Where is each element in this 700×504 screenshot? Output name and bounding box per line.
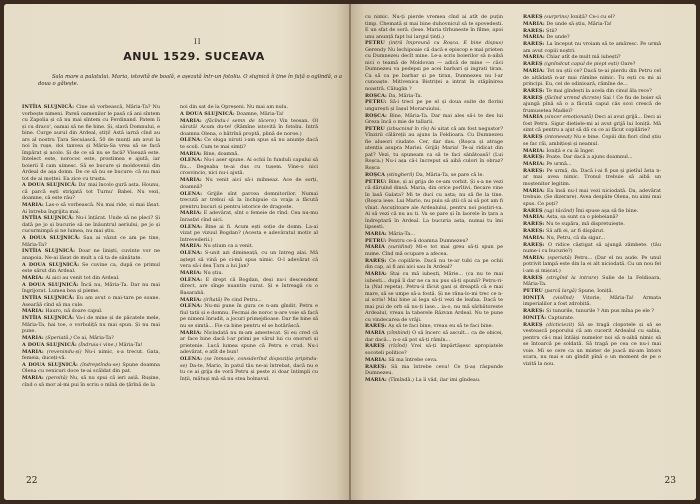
line-text: Petru... (Dar el nu aude. Pe unul potrivit lampă este din la ei alt niciodată. Cu un nou fel i-am și mișcat.) [523, 254, 661, 274]
left-column-1 [22, 104, 160, 389]
speaker-name: MARIA: [523, 34, 545, 41]
line-text: Bine, doamnă. [203, 150, 239, 157]
line-text: Bine, Măria-Ta. Dar mai ales să-i te des lui Greza încă o mie de tallarii. [365, 112, 503, 126]
dialogue-line [365, 172, 503, 179]
dialogue-line [523, 235, 661, 242]
speaker-name: MARIA [365, 330, 385, 337]
dialogue-line [523, 228, 661, 235]
speaker-name: RAREȘ: [523, 227, 545, 234]
speaker-name: MARIA [365, 244, 385, 251]
speaker-name: OLENA: [180, 356, 203, 363]
line-text: Eu am avut o mai-tare pe soane. Asearăă cînd să ma cule. [22, 295, 161, 308]
line-text: Nu, să nu spui că ieri asiă. Rușine, cînd o să mor al-mi pui în scriu o mînă de țărînă de la [22, 375, 160, 388]
dialogue-line [523, 54, 661, 61]
dialogue-line [22, 202, 160, 215]
dialogue-line [523, 114, 661, 134]
dialogue-line [22, 182, 160, 202]
line-text: Tot nu știi ce? Dacă te-ai pierdu din Petru cel de altădată n-ar mai rămîne nimic. Tu ești cu mi ai principi. Eu, cel de odinioară, rămîne de... [523, 68, 661, 88]
dialogue-line [180, 243, 318, 250]
line-text: Cine să vorbească, Măria-Ta? Nu vorbește nimeni. Pareă oamenilor le pasă că ani sîntem cu Zapolia și că nu mai sîntem cu Ferdinand. Patem îi și cu draco', oamai să ne fie bine. Și, slavă Domnului, e bine. Curge aurul din Ardeal, știți! Astă iarnă cînd au ars al nostru Țara Secuiască, 50 de munți am avut la noi în rușe, doi tanvea și Măria-Sa vrea să se facă împărat și acolo. Și de ce să nu se facă? Visează este. Intelect este, norococ este, prostimea e ajută, iar boierii îl cam uimesc. Să se bucure și moldovenii din Ardeal de așa domn. De ce să nu se bucure: că nu mai tot de ai moțtei. Ea zice cu trusta. [22, 104, 160, 182]
speaker-name: MARIA: [22, 375, 44, 382]
line-text: Oare? [620, 61, 636, 68]
speaker-name: A DOUA SLUJNICĂ: [22, 341, 77, 348]
speaker-name: MARIA: [22, 275, 44, 282]
dialogue-line [180, 111, 318, 118]
line-text: Da-te, Mario, în patul tău ne-ai întrebat, dacă nu e tu ce ai grija de voră Petru și peste zi doar întimpli cu înții, mătuși mă să nu stea bolnavul. [180, 362, 318, 382]
line-text: Vrei să-ți împărtășesc apropiatele socoteli politice? [365, 343, 503, 356]
dialogue-line [523, 214, 661, 221]
speaker-name: MARIA: [22, 202, 44, 209]
speaker-name: RAREȘ [523, 94, 543, 101]
dialogue-line [22, 262, 160, 275]
dialogue-line [22, 282, 160, 295]
line-text: Grijile sînt parcea domnitorilor. Numai trecută ar trebui să la închipuie ca vraja a făcută prentru bucuri și pentru istorice de dragoste. [180, 190, 318, 210]
speaker-name: PETRU: [365, 178, 387, 185]
line-text: Sai ! Ce fiu de boier să ajungă pînă să o a făcută capul căs scoi crescă de frumusetea Madiei? [523, 94, 661, 114]
speaker-name: RAREȘ: [523, 41, 545, 48]
speaker-name: MARIA: [22, 335, 44, 342]
line-text: Las-o să vorbească. Nu mai ride, oi mai lăsat. Ai întreba îngrijita mai. [22, 202, 160, 215]
line-text: Asta, sa sunt ca o plebeiană? [546, 214, 619, 221]
dialogue-line [180, 210, 318, 223]
dialogue-line [523, 322, 661, 368]
dialogue-line [180, 118, 318, 138]
dialogue-line [180, 157, 318, 177]
speaker-name: RAREȘ: [523, 167, 545, 174]
speaker-name: INTÎIA SLUJNICĂ: [22, 104, 75, 110]
dialogue-line [365, 40, 503, 92]
page-number-left: 22 [26, 476, 38, 486]
dialogue-line [523, 308, 661, 315]
line-text: Doamne, Măria-Ta! [236, 110, 284, 117]
speaker-name: ROȘCA [365, 171, 386, 178]
stage-note: (revenindu-și) [46, 348, 82, 355]
stage-note: (peroită) [45, 375, 68, 382]
line-text: Știi? [546, 27, 558, 34]
line-text: Da, Măria-Ta. [388, 92, 423, 99]
dialogue-line [365, 271, 503, 323]
speaker-name: OLENA: [180, 303, 203, 310]
speaker-name: MARIA: [365, 356, 387, 363]
line-text: De unde să știu, Măria-Ta! [546, 20, 612, 27]
speaker-name: RAREȘ [523, 134, 543, 141]
dialogue-line [523, 68, 661, 88]
line-text: Capturate. [547, 314, 575, 321]
dialogue-line [180, 277, 318, 297]
line-text: (Tîmîndă.) La îi văd, ilar imi gîndeau. [388, 376, 481, 383]
left-column-2 [180, 104, 318, 382]
stage-note: (rîzînd) [388, 343, 407, 350]
dialogue-line [523, 14, 661, 21]
speaker-name: MARIA: [523, 161, 545, 168]
line-text: noi din sat de la Opreșeni. Nu mai am nulu. [180, 104, 289, 110]
speaker-name: A DOUA SLUJNICĂ: [22, 182, 77, 189]
stage-note: (ugi tâcând) [544, 207, 575, 214]
line-text: La început nu vroiam să te amăresc. Pe urmă am avut copiii noștri. [523, 41, 661, 54]
line-text: Nu-i înțărat. Unde să ne pleci? Și dată pe jo și bucurie să ne înăuntrul aeriului, pe jo și cucurmimpă și ne lumea, nu mai știu. [22, 215, 160, 235]
speaker-name: PETRU [523, 287, 543, 294]
line-text: Chiar atît de mult mă iubești? [546, 54, 621, 61]
dialogue-line [523, 242, 661, 255]
line-text: Bine ai fi. Acum ești soție de domn. La-ai vizat pe vizuul Bogdan? (Acesta e adevăratul motiv al întrevederii.) [180, 223, 318, 243]
line-text: Și tunurile, tunurile ? Am pus mîna pe ele ? [546, 308, 655, 315]
line-text: cu nimic. Nu-ți pierde vremea cînd ai atît de puțin timp. Chemată și mai bine duhovnicul să te spovedesti. E un sfat de soră. (Iese. Maria tîrbuneste în filme, apoi unu anunță fapt lui largul ținți.) [365, 14, 503, 40]
stage-note: (Îndruia-i vine.) [78, 341, 118, 348]
dialogue-line [22, 342, 160, 349]
stage-note: (sincer emoționată) [544, 114, 594, 121]
dialogue-line [22, 349, 160, 362]
speaker-name: OLENA: [180, 223, 203, 230]
speaker-name: RAREȘ [365, 343, 385, 350]
line-text: Pe urmă... [546, 161, 572, 168]
dialogue-line [365, 99, 503, 112]
dialogue-line [523, 275, 661, 288]
dialogue-line [180, 330, 318, 356]
line-text: Să afli ei, ar fi dispărut. [546, 227, 605, 234]
line-text: Te mai gîndești la acela din cinul ăla rece? [546, 87, 652, 94]
speaker-name: A DOUA SLUJNICĂ: [22, 261, 80, 268]
line-text: Stai cu mă iubești, Mărie... (ca nu te mai iubesti... după îi dar ne ca nu pus să-ți spună? Petru-ri-la (Nal repeta). Petru-ii făcut gasi și dreaptă că e mai mare, să se umpe să-a fostă. Și ne răna-lo-mi trec ce n-ai scris! Mai bine ai lega să-ți vezi de leafaa. Dacă te mai pui de orb să nu-ți lase... ia-o, nu mă sărbătoreste Ardealul, vreau la taberele Răzvan Ardeal. Nu te pune cu vindecarea de vrăji. [365, 271, 504, 323]
line-text: Se cuvine ca, după ce primul este sărut din Ardeal. [22, 261, 160, 275]
speaker-name: RAREȘ [523, 321, 543, 328]
line-text: Ioniță? Ce-i cu el? [570, 14, 615, 20]
speaker-name: OLENA: [180, 190, 203, 197]
speaker-name: RAREȘ: [523, 221, 545, 228]
speaker-name: MARIA: [365, 376, 387, 383]
speaker-name: MARIA: [180, 210, 202, 217]
dialogue-line [22, 308, 160, 315]
line-text: Să-i treci pe pe el și doua suite de florini ungurești și Iașul Moraruiului. [365, 99, 503, 112]
dialogue-line [523, 315, 661, 322]
line-text: Gerendy Nu lechipoaie că dacă e episcop e mai prieten cu Dumnezeu decît mine. Le-a scris boierilor să n-aibă nici o teamă de Moldovan — adică de mine — căci Dumnezeu va pedepsi pe acei barbari și ingrati tiran. Ca să ca pe barbar și pe tiran, Dumnezeu nu l-ar cunoaște. Mitivenica Bistriței a intrat în stăpînirea noastră. Călugăn ? [365, 46, 503, 92]
line-text: Vin teosan. Ol sărută! Acum du-te! (Rămîne istovită în fotoliu. Intră doamna Olena, o bătrînă proptă, plină de noroe.) [180, 117, 319, 137]
speaker-name: RAREȘ [523, 14, 543, 20]
dialogue-line [22, 275, 160, 282]
dialogue-line [180, 303, 318, 329]
stage-note: (zîmbind) [386, 330, 411, 337]
speaker-name: MARIA: [523, 254, 545, 261]
right-column-2 [523, 14, 661, 466]
speaker-name: MARIA: [22, 348, 44, 355]
line-text: Ioniță e cu ăi înger. [546, 147, 595, 154]
speaker-name: INTÎIA SLUJNICĂ: [22, 215, 74, 222]
dialogue-line [523, 168, 661, 188]
speaker-name: MARIA [523, 114, 543, 121]
speaker-name: MARIA: [523, 54, 545, 61]
stage-note: (făcîndu-i semn de tăcere) [205, 117, 276, 124]
dialogue-line [523, 41, 661, 54]
dialogue-line [180, 356, 318, 382]
stage-note: (intoneeat) [544, 134, 572, 141]
speaker-name: MARIA: [523, 68, 545, 75]
dialogue-line [523, 295, 661, 308]
dialogue-line [365, 258, 503, 271]
speaker-name: RAREȘ [523, 274, 543, 281]
speaker-name: A DOUA SLUJNICĂ: [180, 110, 235, 117]
speaker-name: PETRU: [365, 237, 387, 244]
line-text: Sulie de la Feldioara, Măria-Ta. [523, 274, 662, 288]
dialogue-line [365, 343, 503, 356]
speaker-name: ROȘCA: [365, 92, 387, 99]
stage-note: (intră împreună cu Roșca. E bine dispus) [388, 40, 503, 47]
line-text: Ce sluga niruti i-am spus să nu anunțe dacă te scoli. Cum te mai simți? [180, 137, 318, 150]
line-text: O să încerc să ascult... ca de obicei, dar dacă... n-o să pot să-ți rămîn... [365, 330, 503, 343]
dialogue-line [523, 255, 661, 275]
line-text: Nu te supăra, mă dispretuiește. [546, 221, 625, 228]
dialogue-line [523, 61, 661, 68]
open-book [4, 4, 696, 500]
speaker-name: RAREȘ: [523, 308, 545, 315]
line-text: E adevărat, sînt o femeie de rînd. Cea nu-mu înrasfat cînd aici. [180, 210, 318, 223]
speaker-name: RAREȘ: [365, 257, 387, 264]
dialogue-line [365, 377, 503, 384]
stage-note: (parcă largă) [544, 287, 577, 294]
speaker-name: OLENA: [180, 157, 203, 164]
line-text: Aș să te faci bine, vreau eu să te faci bine. [388, 323, 494, 330]
speaker-name: MARIA: [180, 177, 202, 184]
line-text: Poate. Dar dacă a ajuns doamnul... [546, 154, 633, 161]
line-text: Nu știum ca a venit. [203, 243, 254, 250]
act-label: II [194, 38, 202, 46]
dialogue-line [365, 357, 503, 364]
line-text: O ridice câștigat să ajungă zâmbete. (tău nume-i cu bucurie?) [523, 241, 661, 255]
line-text: Pe cind Petru... [223, 296, 262, 303]
line-text: Da' mai încolo gură asta. Hounu, că parcă ești strigată tot Turnu' Babei. Nu vezi, doamne, că este rău? [22, 182, 160, 202]
line-text: Doar ne liniști, cuvinte vor ne anapoia. Ne-ai lăsat de mult a că ta de sănătate. [22, 248, 161, 261]
speaker-name: RAREȘ [523, 207, 543, 214]
dialogue-line [22, 104, 160, 182]
dialogue-line [365, 179, 503, 231]
speaker-name: OLENA: [180, 276, 203, 283]
speaker-name: MARIA: [523, 147, 545, 154]
line-text: Ea însă nu-l mai vezi niciodată. Da, adevărat trebuie. (Se dizerare). Avea despăte Olena, nu aimi mai spus. Ce poți? [523, 187, 661, 207]
dialogue-line [523, 221, 661, 228]
speaker-name: MARIA: [22, 308, 44, 315]
dialogue-line [180, 137, 318, 150]
line-text: Nu-i nimic, s-a trecut. Gata, femeia, duceți-vă. [22, 348, 160, 362]
line-text: Va-i de mine și de păcatele mele, Măria-Ta, hai toe, o vorbuliță nu mai spun. Și nu mai pune. [22, 315, 160, 335]
speaker-name: OLENA: [180, 250, 203, 257]
dialogue-line [22, 235, 160, 248]
stage-note: (stingheril) [386, 171, 415, 178]
dialogue-line [22, 375, 160, 388]
dialogue-line [523, 95, 661, 115]
dialogue-line [180, 270, 318, 277]
line-text: Nu-mi pune în gura ce n-am gîndit. Petru e fiul tatii și e domnu. Fecmai de noroc n-are voie să facă pe nimeni înrudit, a jocuri primejdioase. Dar fie bine să nu se simtă... Fie ca bine pentru el se hotărăscă. [180, 303, 319, 329]
speaker-name: RAREȘ: [365, 323, 387, 330]
line-text: Să ma întrebe ceva! Ce ți-aș răspunde Dumnezeu. [365, 363, 503, 377]
line-text: Da, Măria-Ta, se pare că le. [415, 171, 484, 178]
right-page [351, 4, 696, 500]
line-text: Sau ai văzut ce am pe tine, Măria-Ta? [22, 235, 161, 248]
dialogue-line [180, 250, 318, 270]
line-text: Nu e bine. Copiii din fiori cînd știu se fac răi, ambițioși și neamul. [523, 134, 662, 147]
page-number-right: 23 [664, 476, 676, 486]
stage-note: (irîtată) [203, 296, 223, 303]
line-text: Hauro, nă doare capul. [45, 308, 103, 315]
speaker-name: IONIȚĂ: [523, 314, 547, 321]
line-text: Nu, Petru, că da sigur... [546, 234, 606, 241]
line-text: Nu știu. [203, 270, 224, 277]
dialogue-line [523, 34, 661, 41]
stage-note: (ignîndcut capul de piept ești) [544, 61, 619, 68]
dialogue-line [523, 28, 661, 35]
dialogue-line [523, 134, 661, 147]
dialogue-line [180, 104, 318, 111]
line-text: Îmi spuse așa să fie bine. [575, 207, 639, 214]
speaker-name: INTÎIA SLUJNICĂ: [22, 315, 75, 322]
line-text: Spune, Ioniță. [578, 287, 614, 294]
speaker-name: PETRU [365, 40, 385, 47]
speaker-name: RAREȘ [523, 61, 543, 68]
dialogue-line [365, 330, 503, 343]
stage-note: (suridind) [388, 244, 413, 251]
dialogue-line [365, 323, 503, 330]
speaker-name: A DOUA SLUJNICĂ: [22, 235, 81, 242]
stage-note: (se înmoaie, considerînd dispoziția pripindu-se) [180, 356, 318, 369]
speaker-name: A DOUA SLUJNICĂ: [22, 281, 79, 288]
dialogue-line [523, 288, 661, 295]
dialogue-line [180, 191, 318, 211]
speaker-name: INTÎIA SLUJNICĂ: [22, 248, 76, 255]
stage-note: (strigînd la intrare) [546, 274, 599, 281]
stage-note: (speriată) [547, 254, 572, 261]
dialogue-line [22, 362, 160, 375]
line-text: Să se tragă clopotele și să se vestească poporului că am cucerit Ardealul cu sabia, pentru că-i mai întăiși numelor noi să n-aibă nimic să se întoarcă pe soldată. Să tragă pe cea ce nu-i mai voie. Mi se cere ca un mister de joacă mi-am întors scara, nu mai e un gîndit pînă o un moment de pe o vizită la nou. [523, 321, 661, 367]
line-text: Bine, și ai grija de ce-am vorbit. Și s-a ne vezi că dăruind dinsă. Maria, din orice porîtivi, fiecare vine în lasă Galata? Mi te duci cu asta; nu să fie la tine. (Roșca iese. Lui Mario, nu puiu să știi că ai să pot am fi vînat. Ascuțitoare ale Ardealului, pentru noi poștiri-va. Ai să vezi că nu au ti. Va se pare și în laorele în țara a îndreptară în Ardeal. La bucuria asta, numai tu îmi lipsesti. [365, 178, 503, 231]
dialogue-line [180, 224, 318, 244]
line-text: Ce ai, Măria-Ta? [73, 335, 114, 342]
speaker-name: RAREȘ: [523, 27, 545, 34]
stage-note: (dicticiezit) [546, 321, 575, 328]
line-text: Ce copilărie. Dacă nu te-ar tubi ca pe ochii din cap, ai fi ani aici sau în Ardeal? [365, 257, 503, 271]
line-text: S-unit azi dimineață, cu un întreg alai. Mă aștept să vină pe ci-mă spus nimic. O-l adevărat că vera să-i dea Țara a lui Jan? [180, 250, 318, 270]
stage-note: (fâcînd urmnd dicrete) [544, 94, 602, 101]
speaker-name: MARIA: [180, 117, 202, 124]
speaker-name: MARIA: [523, 214, 545, 221]
line-text: Să ma întrebe ceva. [388, 356, 438, 363]
line-text: Ai aici au venit tot din Ardeal. [45, 275, 120, 282]
dialogue-line [365, 14, 503, 40]
dialogue-line [365, 364, 503, 377]
stage-note: (îndreptîndu-se) [80, 361, 121, 368]
line-text: E drept că Bogdan, deși nu-i descendent direct, are sînge nuantin curat. Și e întreagă cu o Basarabă. [180, 276, 318, 296]
speaker-name: PETRU: [365, 99, 387, 106]
dialogue-line [22, 295, 160, 308]
line-text: Vitorie, Măria-Ta! Armata imperialilor a fost zdrobită. [523, 294, 662, 308]
dialogue-line [180, 177, 318, 190]
stage-direction: Sala mare a palatului. Maria, istovită de boală, e așezată într-un fotoliu. O slujnică îi ține în față o oglindă, o a doua o gătește. [38, 74, 342, 87]
speaker-name: RAREȘ: [523, 154, 545, 161]
speaker-name: PETRU [365, 125, 385, 132]
right-column-1 [365, 14, 503, 466]
line-text: Nu-i aser spune. Ai ochii în funduli capului să fiu... Degeaba te-ai dus cu tușem. Vine-o nici crosvincio, nici nu-i ajută. [180, 157, 318, 177]
speaker-name: MARIA: [180, 243, 202, 250]
dialogue-line [365, 231, 503, 238]
line-text: Încă nu, Măria-Ta. Dar nu mai îngrijorat. Lumea bea și pieme. [22, 281, 160, 295]
line-text: De unde? [546, 34, 570, 41]
speaker-name: MARIA: [365, 230, 387, 237]
dialogue-line [523, 21, 661, 28]
scene-title: ANUL 1529. SUCEAVA [123, 50, 265, 63]
speaker-name: INTÎIA SLUJNICĂ: [22, 295, 75, 302]
dialogue-line [523, 188, 661, 208]
speaker-name: OLENA: [180, 137, 203, 144]
speaker-name: RAREȘ: [523, 241, 545, 248]
speaker-name: RAREȘ: [365, 363, 387, 370]
speaker-name: A DOUA SLUJNICĂ: [22, 361, 78, 368]
line-text: Pe urmă, da. Dacă i-ai fi pus și pietîul ăsta n-ar mai avea nimic. Tronul trebuie să aibă un moștenitor legitim. [523, 167, 662, 187]
speaker-name: MARIA: [523, 187, 545, 194]
line-text: Ai uitat că am fost negustor? Vînzirii călăreții au ajuns la Feldioara. Cu Dumnezeu fie alueori ciudate. Cer, dar dau. (Roșca și atrage atenția asupra Mariei. Grijă) Maria! Te-ai ridicat din pat? Vezi, tu spuneam ca să te faci sănătoasă! (Lui Roșca.) Nu-i așa că-i încreput să aibă culori în obraz? Roșca [365, 125, 504, 171]
line-text: Deci ai avut grijă... Deci ai fost Petru. Sigur dietiele-mi ai avut grijă lui Ioniță. Mă simt că pentru a ajut să dă cu ce ai făcut copilărie? [523, 114, 661, 134]
dialogue-line [22, 215, 160, 235]
line-text: Pentru ce-ă doamna Dumnezeu? [388, 237, 469, 244]
dialogue-line [22, 315, 160, 335]
dialogue-line [22, 248, 160, 261]
stage-note: (surprins) [544, 14, 569, 20]
dialogue-line [523, 154, 661, 161]
dialogue-line [365, 113, 503, 126]
speaker-name: MARIA: [523, 234, 545, 241]
speaker-name: RAREȘ: [523, 87, 545, 94]
left-page [4, 4, 349, 500]
line-text: Nicindată nu m-am amestecat. Și eu cred că ar face bine dacă l-ar primi pe vărul lui cu onoruri și prietenie. Lucă lumea spune că Petru e crud. Nu-i adevărat, e atît de bun! [180, 329, 318, 356]
line-text: Nu venit aici să-i mihneaz. Ace de sorți, doamnă? [180, 177, 318, 190]
speaker-name: ROȘCA: [365, 112, 387, 119]
speaker-name: IONIȚĂ [523, 294, 545, 301]
line-text: Măria-Ta! [118, 341, 143, 348]
stage-note: (violînd) [553, 294, 574, 301]
line-text: Măria-Ta... [388, 230, 416, 237]
speaker-name: MARIA: [180, 329, 202, 336]
speaker-name: MARIA: [180, 270, 202, 277]
speaker-name: MARIA: [180, 296, 202, 303]
dialogue-line [365, 126, 503, 172]
line-text: Spune doamna Olena cu venicuri doce te-ai scăldat din pat. [22, 361, 160, 375]
dialogue-line [523, 88, 661, 95]
dialogue-line [22, 335, 160, 342]
dialogue-line [365, 244, 503, 257]
stage-note: (Speriată.) [45, 335, 72, 342]
speaker-name: MARIA: [365, 271, 387, 278]
dialogue-line [523, 161, 661, 168]
line-text: Mi-e tot mai greu să-ți spun pe nume. Cînd mă ocupare a afecea. [365, 244, 503, 257]
stage-note: (izbucnind în rîs) [386, 125, 430, 132]
speaker-name: MARIA: [180, 150, 202, 157]
speaker-name: MARIA: [523, 20, 545, 27]
